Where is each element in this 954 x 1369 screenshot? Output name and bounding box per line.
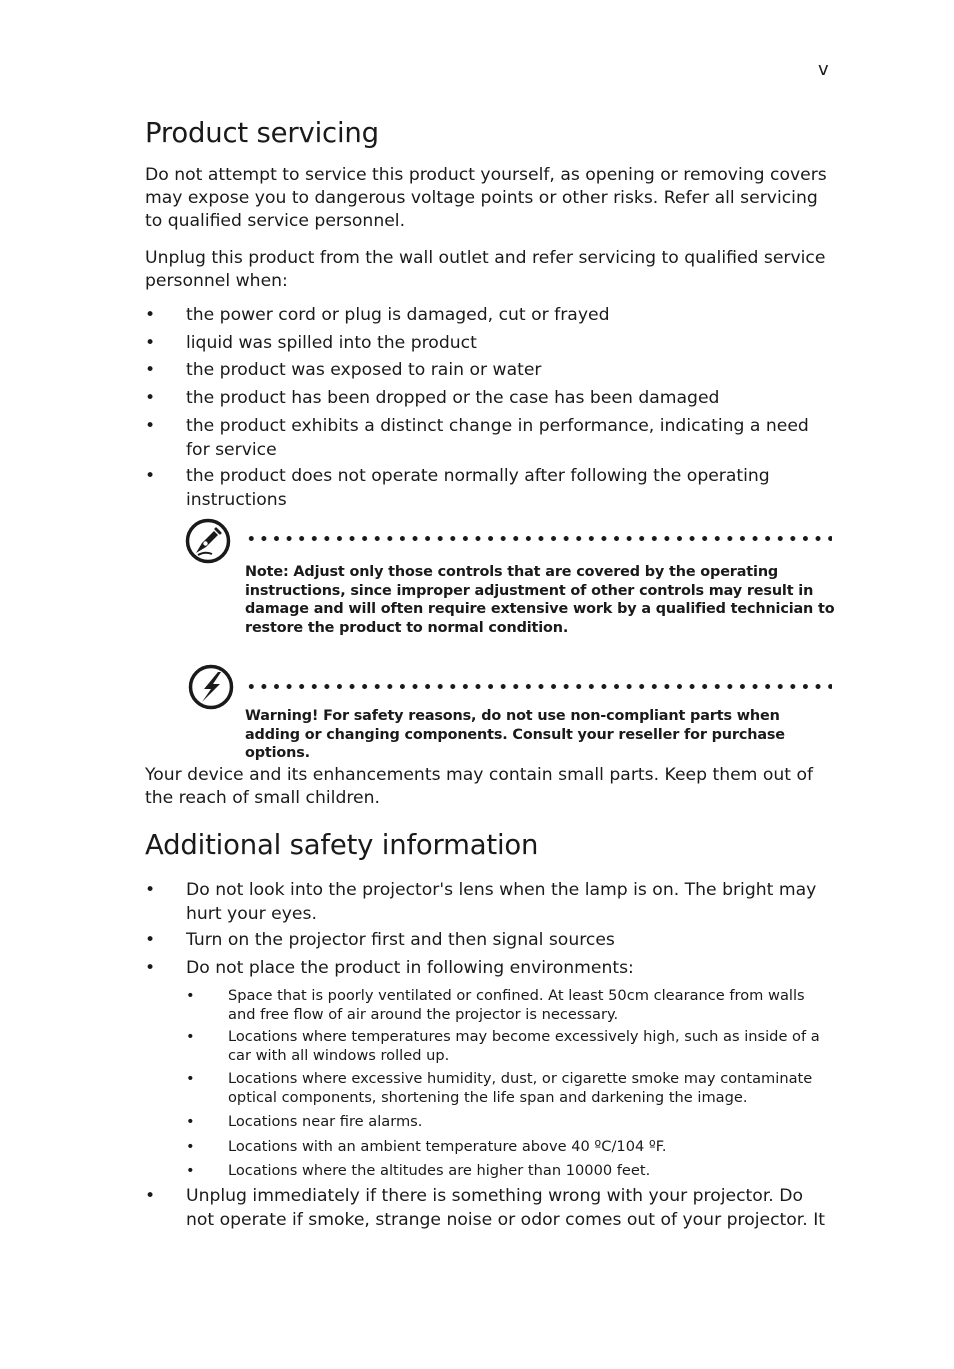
bullet-marker: • bbox=[145, 416, 156, 436]
bullet-marker: • bbox=[186, 1162, 195, 1179]
sub-list-item-text: Space that is poorly ventilated or confined. At least 50cm clearance from walls and free flow of air around the projector is necessary. bbox=[228, 987, 805, 1023]
list-item-text: the power cord or plug is damaged, cut or frayed bbox=[186, 305, 610, 325]
bullet-marker: • bbox=[186, 987, 195, 1004]
warning-divider bbox=[245, 684, 832, 689]
list-item-text: the product was exposed to rain or water bbox=[186, 360, 542, 380]
list-item-text: Unplug immediately if there is something wrong with your projector. Do not operate if smoke, strange noise or odor comes out of your projector. It bbox=[186, 1186, 825, 1230]
section-title-product-servicing: Product servicing bbox=[145, 117, 379, 149]
warning-text: Warning! For safety reasons, do not use non-compliant parts when adding or changing components. Consult your reseller for purchase options. bbox=[245, 708, 785, 761]
sub-list-item-text: Locations near fire alarms. bbox=[228, 1113, 423, 1130]
bullet-marker: • bbox=[145, 360, 156, 380]
bullet-marker: • bbox=[186, 1028, 195, 1045]
list-item-text: the product does not operate normally after following the operating instructions bbox=[186, 466, 770, 510]
sub-list-item-text: Locations where the altitudes are higher than 10000 feet. bbox=[228, 1162, 651, 1179]
list-item-text: the product has been dropped or the case has been damaged bbox=[186, 388, 720, 408]
list-item-text: the product exhibits a distinct change in performance, indicating a need for service bbox=[186, 416, 809, 460]
bullet-marker: • bbox=[145, 958, 156, 978]
section-title-additional-safety: Additional safety information bbox=[145, 829, 539, 861]
list-item-text: Turn on the projector first and then signal sources bbox=[186, 930, 615, 950]
paragraph-small-parts: Your device and its enhancements may contain small parts. Keep them out of the reach of small children. bbox=[145, 765, 814, 808]
paragraph-unplug-conditions: Unplug this product from the wall outlet and refer servicing to qualified service personnel when: bbox=[145, 248, 826, 291]
paragraph-servicing-intro: Do not attempt to service this product yourself, as opening or removing covers may expose you to dangerous voltage points or other risks. Refer all servicing to qualified service personnel. bbox=[145, 165, 827, 231]
bullet-marker: • bbox=[186, 1070, 195, 1087]
bullet-marker: • bbox=[145, 305, 156, 325]
note-pen-icon bbox=[185, 518, 231, 564]
bullet-marker: • bbox=[145, 333, 156, 353]
bullet-marker: • bbox=[145, 880, 156, 900]
bullet-marker: • bbox=[186, 1138, 195, 1155]
lightning-warning-icon bbox=[188, 664, 234, 710]
page-number: v bbox=[818, 59, 829, 80]
bullet-marker: • bbox=[145, 1186, 156, 1206]
bullet-marker: • bbox=[145, 388, 156, 408]
bullet-marker: • bbox=[186, 1113, 195, 1130]
note-text: Note: Adjust only those controls that are covered by the operating instructions, since improper adjustment of other controls may result in damage and will often require extensive work by a qualified technician to restore the product to normal condition. bbox=[245, 564, 835, 636]
bullet-marker: • bbox=[145, 466, 156, 486]
list-item-text: liquid was spilled into the product bbox=[186, 333, 477, 353]
sub-list-item-text: Locations with an ambient temperature above 40 ºC/104 ºF. bbox=[228, 1138, 667, 1155]
list-item-text: Do not place the product in following environments: bbox=[186, 958, 634, 978]
sub-list-item-text: Locations where excessive humidity, dust, or cigarette smoke may contaminate optical components, shortening the life span and darkening the image. bbox=[228, 1070, 813, 1106]
note-divider bbox=[245, 536, 832, 541]
sub-list-item-text: Locations where temperatures may become excessively high, such as inside of a car with all windows rolled up. bbox=[228, 1028, 820, 1064]
list-item-text: Do not look into the projector's lens when the lamp is on. The bright may hurt your eyes. bbox=[186, 880, 817, 924]
bullet-marker: • bbox=[145, 930, 156, 950]
